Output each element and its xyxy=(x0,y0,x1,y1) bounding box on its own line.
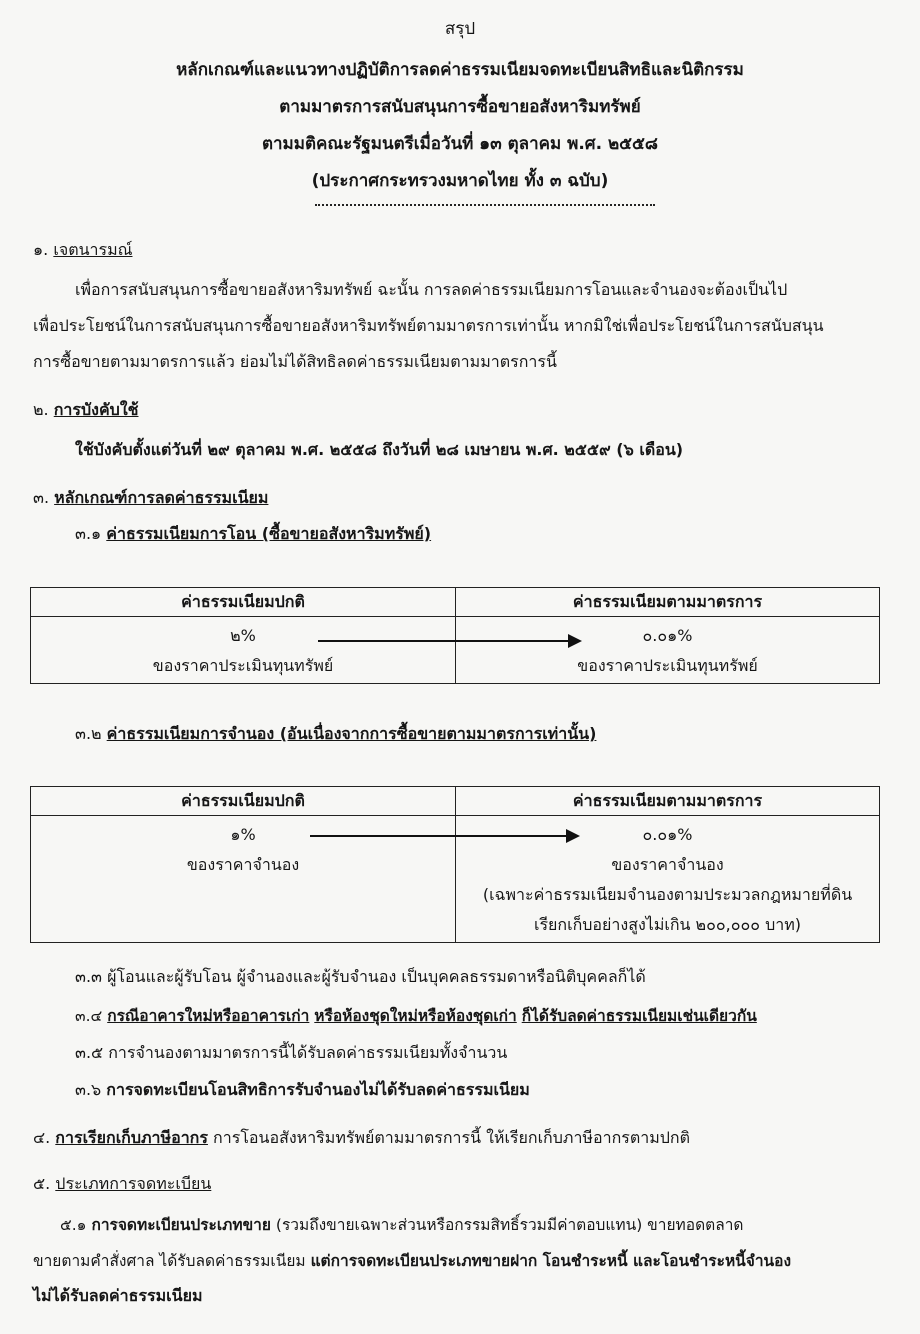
table2-normal-basis: ของราคาจำนอง xyxy=(186,855,300,874)
section-1-heading xyxy=(33,238,132,263)
section-3-number: ๓. xyxy=(33,488,50,507)
section-3-title: หลักเกณฑ์การลดค่าธรรมเนียม xyxy=(54,488,269,507)
table1-normal-basis: ของราคาประเมินทุนทรัพย์ xyxy=(152,656,334,675)
table2-measure-rate: ๐.๐๑% xyxy=(642,825,693,844)
table1-normal-rate: ๒% xyxy=(230,626,256,645)
table1-header-normal: ค่าธรรมเนียมปกติ xyxy=(31,588,456,617)
table2-measure-note1: (เฉพาะค่าธรรมเนียมจำนองตามประมวลกฎหมายที่ดิน xyxy=(482,885,853,904)
section-2-number: ๒. xyxy=(33,400,49,419)
section-5-1-number: ๕.๑ xyxy=(60,1216,87,1234)
section-3-5 xyxy=(75,1041,507,1066)
table1-header-measure: ค่าธรรมเนียมตามมาตรการ xyxy=(456,588,880,617)
transfer-fee-table xyxy=(30,587,880,684)
section-5-1-line3: ไม่ได้รับลดค่าธรรมเนียม xyxy=(33,1286,203,1305)
table1-measure-cell xyxy=(456,617,880,684)
section-3-3-number: ๓.๓ xyxy=(75,967,102,986)
section-2-heading xyxy=(33,398,139,423)
section-3-1-number: ๓.๑ xyxy=(75,524,102,543)
section-5-1-line2-b: แต่การจดทะเบียนประเภทขายฝาก โอนชำระหนี้ และโอนชำระหนี้จำนอง xyxy=(310,1252,792,1270)
section-3-5-number: ๓.๕ xyxy=(75,1043,104,1062)
section-1-text-line2: เพื่อประโยชน์ในการสนับสนุนการซื้อขายอสังหาริมทรัพย์ตามมาตรการเท่านั้น หากมิใช่เพื่อประโยชน์ในการสนับสนุน xyxy=(33,316,824,335)
section-1-text-line3: การซื้อขายตามมาตรการแล้ว ย่อมไม่ได้สิทธิลดค่าธรรมเนียมตามมาตรการนี้ xyxy=(33,352,557,371)
section-4-title: การเรียกเก็บภาษีอากร xyxy=(55,1128,208,1147)
arrow-right-icon xyxy=(318,640,580,642)
section-3-4-part-c: ก็ได้รับลดค่าธรรมเนียมเช่นเดียวกัน xyxy=(521,1007,757,1025)
arrow-right-icon xyxy=(310,835,578,837)
section-5-1-line2 xyxy=(33,1248,791,1273)
doc-title-line3: ตามมติคณะรัฐมนตรีเมื่อวันที่ ๑๓ ตุลาคม พ.ศ. ๒๕๕๘ xyxy=(261,134,659,154)
table2-normal-rate: ๑% xyxy=(230,825,256,844)
section-3-1-heading xyxy=(75,522,431,547)
doc-title-line4: (ประกาศกระทรวงมหาดไทย ทั้ง ๓ ฉบับ) xyxy=(311,171,609,191)
table2-header-measure: ค่าธรรมเนียมตามมาตรการ xyxy=(456,787,880,816)
section-3-3 xyxy=(75,965,646,990)
section-3-2-number: ๓.๒ xyxy=(75,724,102,743)
section-3-2-heading xyxy=(75,722,596,747)
section-3-4-part-b: หรือห้องชุดใหม่หรือห้องชุดเก่า xyxy=(314,1007,517,1025)
table2-measure-note2: เรียกเก็บอย่างสูงไม่เกิน ๒๐๐,๐๐๐ บาท) xyxy=(533,915,802,934)
section-3-4-number: ๓.๔ xyxy=(75,1007,103,1025)
section-3-6-number: ๓.๖ xyxy=(75,1080,102,1099)
section-4-number: ๔. xyxy=(33,1128,51,1147)
dotted-divider xyxy=(315,204,655,206)
section-5-title: ประเภทการจดทะเบียน xyxy=(55,1174,212,1193)
table1-normal-cell xyxy=(31,617,456,684)
mortgage-fee-table xyxy=(30,786,880,943)
section-5-1-line1 xyxy=(60,1212,743,1237)
table1-measure-basis: ของราคาประเมินทุนทรัพย์ xyxy=(577,656,758,675)
section-3-1-title: ค่าธรรมเนียมการโอน (ซื้อขายอสังหาริมทรัพย์) xyxy=(106,524,432,543)
section-5-1-line2-a: ขายตามคำสั่งศาล ได้รับลดค่าธรรมเนียม xyxy=(33,1252,306,1270)
section-2-title: การบังคับใช้ xyxy=(53,400,139,419)
section-1-title: เจตนารมณ์ xyxy=(53,240,133,259)
section-3-6 xyxy=(75,1078,530,1103)
table2-measure-basis: ของราคาจำนอง xyxy=(611,855,724,874)
section-1-text-line1: เพื่อการสนับสนุนการซื้อขายอสังหาริมทรัพย์ ฉะนั้น การลดค่าธรรมเนียมการโอนและจำนองจะต้องเป็นไป xyxy=(75,280,788,299)
section-3-5-text: การจำนองตามมาตรการนี้ได้รับลดค่าธรรมเนียมทั้งจำนวน xyxy=(108,1043,508,1062)
section-4-text: การโอนอสังหาริมทรัพย์ตามมาตรการนี้ ให้เรียกเก็บภาษีอากรตามปกติ xyxy=(213,1128,691,1147)
section-5-1-bold: การจดทะเบียนประเภทขาย xyxy=(91,1216,271,1234)
section-3-3-text: ผู้โอนและผู้รับโอน ผู้จำนองและผู้รับจำนอง เป็นบุคคลธรรมดาหรือนิติบุคคลก็ได้ xyxy=(107,967,646,986)
section-3-6-text: การจดทะเบียนโอนสิทธิการรับจำนองไม่ได้รับลดค่าธรรมเนียม xyxy=(106,1080,530,1099)
section-4 xyxy=(33,1126,690,1151)
table2-header-normal: ค่าธรรมเนียมปกติ xyxy=(31,787,456,816)
doc-title-line2: ตามมาตรการสนับสนุนการซื้อขายอสังหาริมทรัพย์ xyxy=(279,97,641,117)
section-5-heading xyxy=(33,1172,211,1197)
doc-heading-summary: สรุป xyxy=(444,19,476,39)
section-3-heading xyxy=(33,486,268,511)
section-3-2-title: ค่าธรรมเนียมการจำนอง (อันเนื่องจากการซื้อขายตามมาตรการเท่านั้น) xyxy=(106,724,597,743)
table1-measure-rate: ๐.๐๑% xyxy=(642,626,693,645)
doc-title-line1: หลักเกณฑ์และแนวทางปฏิบัติการลดค่าธรรมเนียมจดทะเบียนสิทธิและนิติกรรม xyxy=(176,60,744,80)
section-1-number: ๑. xyxy=(33,240,49,259)
section-3-4 xyxy=(75,1003,757,1028)
section-5-1-rest: (รวมถึงขายเฉพาะส่วนหรือกรรมสิทธิ์รวมมีค่าตอบแทน) ขายทอดตลาด xyxy=(275,1216,744,1234)
section-3-4-part-a: กรณีอาคารใหม่หรืออาคารเก่า xyxy=(107,1007,310,1025)
section-5-number: ๕. xyxy=(33,1174,51,1193)
section-2-text: ใช้บังคับตั้งแต่วันที่ ๒๙ ตุลาคม พ.ศ. ๒๕๕๘ ถึงวันที่ ๒๘ เมษายน พ.ศ. ๒๕๕๙ (๖ เดือน) xyxy=(75,440,684,459)
